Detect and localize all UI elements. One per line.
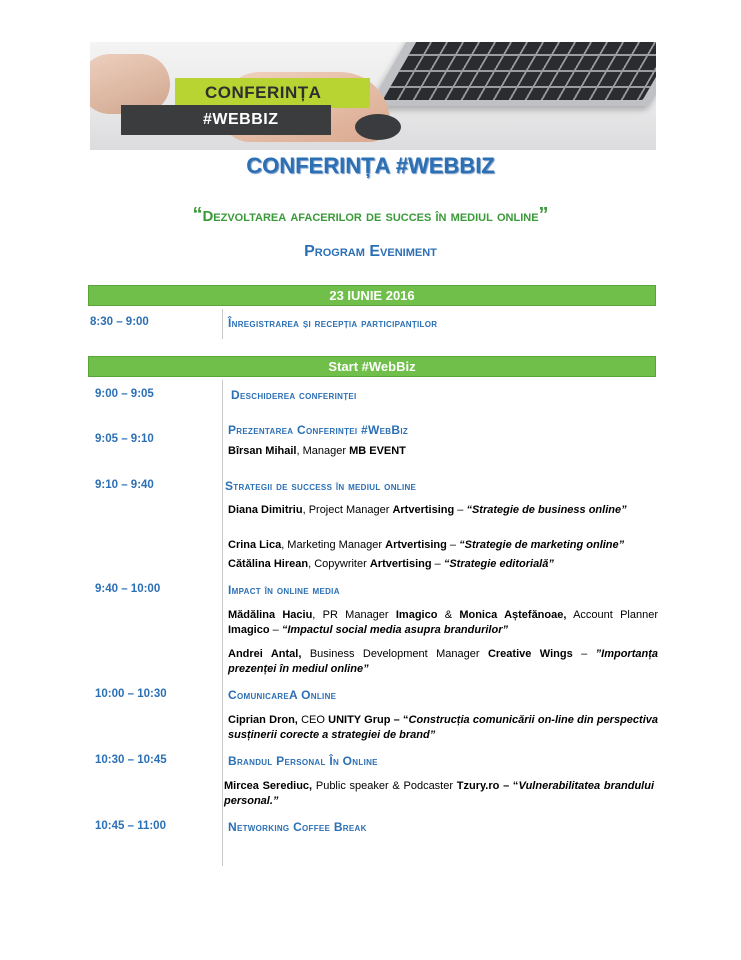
speaker-role: Public speaker & Podcaster bbox=[312, 780, 457, 792]
session-title: ComunicareA Online bbox=[228, 688, 337, 702]
speaker-company: UNITY Grup bbox=[328, 714, 391, 726]
session-time: 10:45 – 11:00 bbox=[95, 820, 166, 832]
speaker-name: Monica Aștefănoae, bbox=[459, 609, 567, 621]
speaker-separator: – “ bbox=[390, 714, 409, 726]
speaker-company: MB EVENT bbox=[349, 445, 406, 457]
talk-title: Construcția comunicării on-line din perspectiva susținerii corecte a strategiei de brand” bbox=[228, 714, 658, 741]
column-divider bbox=[222, 380, 223, 866]
session-time: 10:30 – 10:45 bbox=[95, 754, 167, 766]
mouse-graphic bbox=[355, 114, 401, 140]
header-banner-image bbox=[90, 42, 656, 150]
speaker-role: , Manager bbox=[296, 445, 350, 457]
registration-time: 8:30 – 9:00 bbox=[90, 316, 149, 328]
speaker-company: Artvertising bbox=[392, 504, 455, 516]
quote-close: ” bbox=[538, 204, 549, 226]
speaker-entry bbox=[228, 608, 658, 638]
registration-title: Înregistrarea și recepția participanților bbox=[228, 316, 438, 330]
speaker-entry bbox=[228, 713, 658, 743]
speaker-role: Business Development Manager bbox=[301, 648, 488, 660]
speaker-separator: & bbox=[437, 609, 460, 621]
quote-open: “ bbox=[192, 204, 203, 226]
speaker-entry bbox=[228, 503, 658, 518]
speaker-role: , Project Manager bbox=[302, 504, 393, 516]
speaker-role: , Copywriter bbox=[308, 558, 370, 570]
speaker-separator: – bbox=[269, 624, 282, 636]
session-time: 9:05 – 9:10 bbox=[95, 433, 154, 445]
speaker-role: CEO bbox=[297, 714, 329, 726]
speaker-name: Andrei Antal, bbox=[228, 648, 302, 660]
speaker-separator: – bbox=[431, 558, 444, 570]
speaker-name: Diana Dimitriu bbox=[228, 504, 303, 516]
speaker-entry bbox=[228, 538, 658, 553]
subtitle-text: Dezvoltarea afacerilor de succes în mediul online bbox=[202, 208, 539, 225]
talk-title: Vulnerabilitatea brandului personal.” bbox=[224, 780, 654, 807]
banner-tag-top: CONFERINȚA bbox=[175, 78, 370, 108]
session-time: 9:40 – 10:00 bbox=[95, 583, 161, 595]
column-divider bbox=[222, 309, 223, 339]
speaker-role: Account Planner bbox=[566, 609, 659, 621]
speaker-company: Tzury.ro bbox=[456, 780, 500, 792]
speaker-company: Imagico bbox=[228, 624, 270, 636]
keyboard-graphic bbox=[369, 42, 656, 106]
speaker-role: , Marketing Manager bbox=[281, 539, 386, 551]
talk-title: “Strategie editorială” bbox=[443, 558, 554, 570]
speaker-company: Imagico bbox=[395, 609, 438, 621]
speaker-entry bbox=[228, 557, 658, 572]
session-time: 9:00 – 9:05 bbox=[95, 388, 154, 400]
speaker-name: Bîrsan Mihail bbox=[228, 445, 297, 457]
speaker-entry bbox=[228, 444, 658, 459]
talk-title: “Strategie de business online” bbox=[466, 504, 627, 516]
talk-title: “Impactul social media asupra brandurilor” bbox=[281, 624, 508, 636]
session-title: Deschiderea conferinței bbox=[231, 388, 357, 402]
speaker-separator: – bbox=[454, 504, 467, 516]
speaker-name: Mircea Serediuc, bbox=[224, 780, 313, 792]
page-subtitle bbox=[0, 204, 741, 227]
speaker-company: Artvertising bbox=[369, 558, 432, 570]
speaker-entry bbox=[224, 779, 654, 809]
speaker-company: Creative Wings bbox=[487, 648, 573, 660]
session-title: Brandul Personal În Online bbox=[228, 754, 378, 768]
session-title: Prezentarea Conferinței #WebBiz bbox=[228, 423, 409, 437]
session-title: Impact în online media bbox=[228, 583, 340, 597]
session-time: 9:10 – 9:40 bbox=[95, 479, 154, 491]
speaker-separator: – bbox=[572, 648, 596, 660]
speaker-role: , PR Manager bbox=[312, 609, 396, 621]
speaker-name: Cătălina Hirean bbox=[228, 558, 309, 570]
speaker-name: Mădălina Haciu bbox=[228, 609, 313, 621]
session-title: Networking Coffee Break bbox=[228, 820, 367, 834]
speaker-separator: – bbox=[446, 539, 460, 551]
speaker-name: Crina Lica bbox=[228, 539, 282, 551]
speaker-name: Ciprian Dron, bbox=[228, 714, 298, 726]
session-time: 10:00 – 10:30 bbox=[95, 688, 167, 700]
page-title: CONFERINȚA #WEBBIZ bbox=[246, 153, 495, 178]
speaker-entry bbox=[228, 647, 658, 677]
banner-tag-bottom: #WEBBIZ bbox=[121, 105, 331, 135]
talk-title: ”Importanța prezenței în mediul online” bbox=[228, 648, 658, 675]
speaker-separator: – “ bbox=[499, 780, 519, 792]
program-title: Program Eveniment bbox=[304, 243, 437, 260]
talk-title: “Strategie de marketing online” bbox=[459, 539, 625, 551]
date-bar: 23 IUNIE 2016 bbox=[88, 285, 656, 306]
start-bar: Start #WebBiz bbox=[88, 356, 656, 377]
speaker-company: Artvertising bbox=[385, 539, 447, 551]
session-title: Strategii de success în mediul online bbox=[225, 479, 417, 493]
